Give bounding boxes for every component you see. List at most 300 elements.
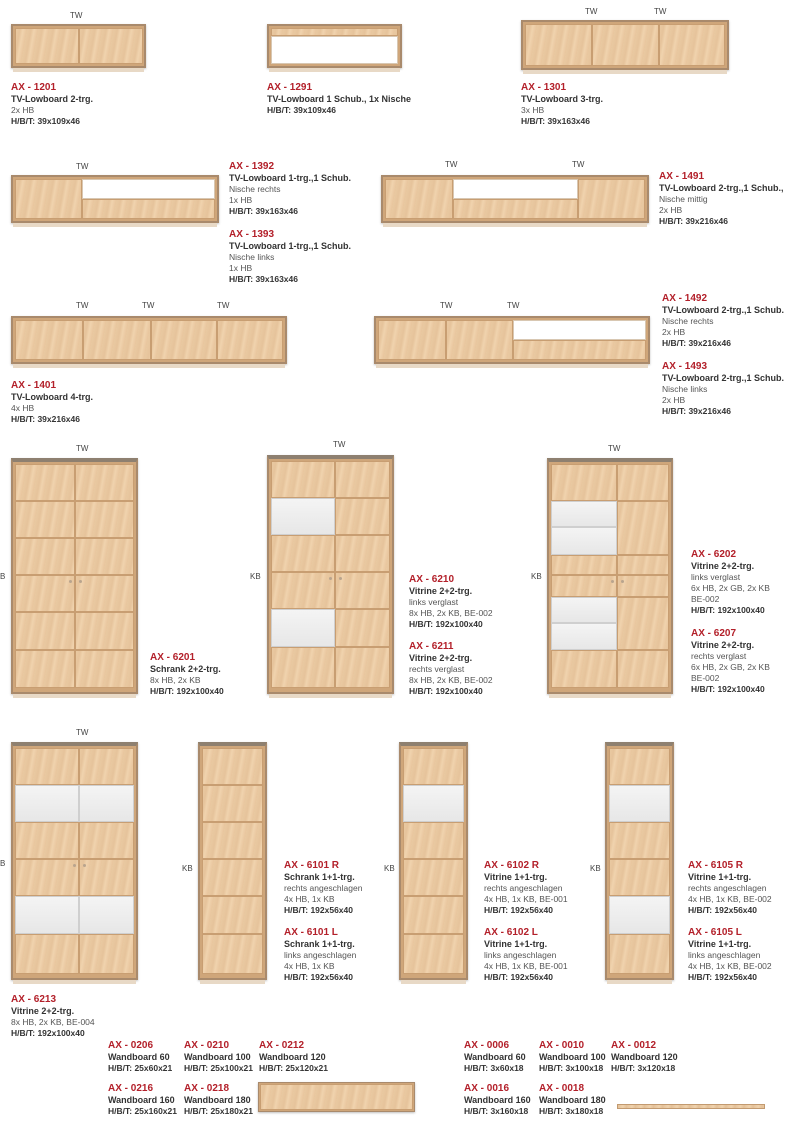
item-name: Schrank 2+2-trg. [150, 664, 221, 674]
item-size: H/B/T: 3x100x18 [539, 1063, 604, 1073]
niche [271, 36, 398, 64]
door-panel [403, 934, 464, 974]
door-panel [79, 748, 134, 785]
item-size: H/B/T: 39x109x46 [11, 116, 80, 126]
item-desc: Nische links [229, 252, 275, 262]
lowboard-1401-drawing [11, 316, 287, 364]
kb-label: KB [531, 572, 542, 581]
item-code: AX - 6201 [150, 652, 196, 663]
door-panel [617, 464, 669, 501]
plinth [549, 694, 671, 698]
item-desc: 6x HB, 2x GB, 2x KB [691, 583, 770, 593]
item-size: H/B/T: 192x56x40 [484, 972, 553, 982]
item-name: TV-Lowboard 4-trg. [11, 392, 93, 402]
item-size: H/B/T: 192x100x40 [691, 684, 765, 694]
item-size: H/B/T: 192x56x40 [284, 905, 353, 915]
b-label: B [0, 572, 6, 581]
item-desc: 2x HB [659, 205, 683, 215]
item-ax-1493 [662, 361, 784, 417]
item-ax-6213 [11, 994, 95, 1039]
item-name: TV-Lowboard 1 Schub., 1x Nische [267, 94, 412, 104]
item-ax-0010 [539, 1040, 606, 1074]
tw-label: TW [76, 444, 89, 453]
item-ax-0012 [611, 1040, 678, 1074]
door-panel [15, 538, 75, 575]
door-panel [15, 748, 79, 785]
plinth [13, 694, 136, 698]
glass-door-panel [79, 896, 134, 934]
drawer-panel [453, 199, 578, 219]
item-desc: rechts angeschlagen [688, 883, 767, 893]
item-size: H/B/T: 192x100x40 [11, 1028, 85, 1038]
door-panel [217, 320, 283, 360]
glass-door-panel [15, 785, 79, 822]
door-panel [378, 320, 446, 360]
door-panel [578, 179, 645, 219]
door-panel [79, 822, 134, 859]
door-panel [202, 859, 263, 896]
door-panel [609, 748, 670, 785]
lowboard-1491-drawing [381, 175, 649, 223]
item-code: AX - 6211 [409, 641, 454, 652]
item-ax-6105r [688, 860, 772, 916]
glass-door-panel [551, 501, 617, 527]
item-code: AX - 0212 [259, 1040, 305, 1051]
item-name: Vitrine 2+2-trg. [409, 586, 473, 596]
tw-label: TW [142, 301, 155, 310]
door-panel [592, 24, 659, 66]
item-ax-6201 [150, 652, 224, 697]
item-desc: Nische links [662, 384, 708, 394]
item-desc: Nische mittig [659, 194, 708, 204]
niche [513, 320, 646, 340]
item-size: H/B/T: 25x160x21 [108, 1106, 177, 1116]
item-name: TV-Lowboard 2-trg. [11, 94, 93, 104]
item-code: AX - 6105 L [688, 927, 742, 938]
door-panel [271, 535, 335, 572]
item-ax-6102l [484, 927, 568, 983]
door-panel [202, 748, 263, 785]
door-panel [271, 572, 335, 609]
knob [79, 580, 82, 583]
door-panel [75, 464, 134, 501]
item-ax-6202 [691, 549, 770, 616]
tw-label: TW [76, 162, 89, 171]
tw-label: TW [585, 7, 598, 16]
door-panel [551, 555, 617, 575]
item-ax-1393 [229, 229, 351, 285]
board-panel [260, 1084, 413, 1110]
item-name: Wandboard 60 [108, 1052, 170, 1062]
item-ax-6211 [409, 641, 493, 697]
item-size: H/B/T: 192x56x40 [484, 905, 553, 915]
wallboard-25-drawing [258, 1082, 415, 1112]
item-name: Wandboard 160 [108, 1095, 175, 1105]
item-size: H/B/T: 39x163x46 [521, 116, 590, 126]
door-panel [75, 575, 134, 612]
item-code: AX - 6202 [691, 549, 737, 560]
item-code: AX - 0010 [539, 1040, 585, 1051]
tw-label: TW [572, 160, 585, 169]
knob [69, 580, 72, 583]
kb-label: KB [590, 864, 601, 873]
item-ax-1392 [229, 161, 351, 217]
item-desc: 1x HB [229, 195, 253, 205]
glass-door-panel [403, 785, 464, 822]
glass-door-panel [271, 609, 335, 647]
item-ax-0210 [184, 1040, 253, 1074]
item-code: AX - 6101 R [284, 860, 340, 871]
item-code: AX - 6207 [691, 628, 737, 639]
plinth [200, 980, 265, 984]
cabinet-6202-drawing [547, 458, 673, 694]
item-size: H/B/T: 39x216x46 [659, 216, 728, 226]
tw-label: TW [507, 301, 520, 310]
item-code: AX - 0210 [184, 1040, 230, 1051]
item-desc: 6x HB, 2x GB, 2x KB [691, 662, 770, 672]
item-ax-0206 [108, 1040, 172, 1074]
item-desc: 4x HB, 1x KB, BE-002 [688, 894, 772, 904]
item-size: H/B/T: 192x56x40 [688, 972, 757, 982]
door-panel [202, 896, 263, 934]
item-name: Vitrine 1+1-trg. [688, 872, 752, 882]
plinth [383, 223, 647, 227]
item-name: Vitrine 2+2-trg. [691, 640, 755, 650]
tw-label: TW [445, 160, 458, 169]
cabinet-6102-drawing [399, 742, 468, 980]
item-code: AX - 0006 [464, 1040, 510, 1051]
lowboard-1291-drawing [267, 24, 402, 68]
door-panel [385, 179, 453, 219]
kb-label: KB [182, 864, 193, 873]
door-panel [15, 28, 79, 64]
item-name: Vitrine 1+1-trg. [484, 939, 548, 949]
door-panel [15, 934, 79, 974]
drawer-panel [271, 28, 398, 36]
item-name: Wandboard 120 [611, 1052, 678, 1062]
item-size: H/B/T: 192x100x40 [691, 605, 765, 615]
cabinet-6105-drawing [605, 742, 674, 980]
cabinet-6213-drawing [11, 742, 138, 980]
item-name: Vitrine 1+1-trg. [688, 939, 752, 949]
item-size: H/B/T: 192x56x40 [284, 972, 353, 982]
tw-label: TW [654, 7, 667, 16]
item-name: Wandboard 100 [539, 1052, 606, 1062]
item-ax-6210 [409, 574, 493, 630]
item-desc: links angeschlagen [688, 950, 761, 960]
lowboard-1301-drawing [521, 20, 729, 70]
lowboard-1492-drawing [374, 316, 650, 364]
drawer-panel [82, 199, 215, 219]
item-name: Wandboard 100 [184, 1052, 251, 1062]
knob [73, 864, 76, 867]
door-panel [15, 650, 75, 688]
door-panel [403, 822, 464, 859]
item-size: H/B/T: 192x100x40 [150, 686, 224, 696]
item-name: Vitrine 2+2-trg. [691, 561, 755, 571]
glass-door-panel [271, 498, 335, 535]
item-size: H/B/T: 3x120x18 [611, 1063, 676, 1073]
item-code: AX - 6101 L [284, 927, 338, 938]
tw-label: TW [608, 444, 621, 453]
door-panel [403, 748, 464, 785]
glass-door-panel [609, 785, 670, 822]
item-code: AX - 6102 L [484, 927, 538, 938]
item-code: AX - 1201 [11, 82, 57, 93]
item-code: AX - 1393 [229, 229, 275, 240]
cabinet-6101-drawing [198, 742, 267, 980]
item-desc: links angeschlagen [484, 950, 557, 960]
plinth [269, 694, 392, 698]
door-panel [609, 822, 670, 859]
item-code: AX - 1392 [229, 161, 275, 172]
item-desc: 4x HB, 1x KB, BE-001 [484, 961, 568, 971]
kb-label: KB [384, 864, 395, 873]
item-desc: 3x HB [521, 105, 545, 115]
item-ax-1291 [267, 82, 411, 116]
item-ax-1301 [521, 82, 603, 127]
item-size: H/B/T: 39x216x46 [662, 406, 731, 416]
plinth [523, 70, 727, 74]
door-panel [525, 24, 592, 66]
tw-label: TW [217, 301, 230, 310]
tw-label: TW [70, 11, 83, 20]
glass-door-panel [609, 896, 670, 934]
plinth [269, 68, 400, 72]
item-desc: 1x HB [229, 263, 253, 273]
item-name: Wandboard 180 [184, 1095, 251, 1105]
door-panel [15, 320, 83, 360]
door-panel [75, 650, 134, 688]
item-ax-6105l [688, 927, 772, 983]
glass-door-panel [551, 623, 617, 650]
item-name: Schrank 1+1-trg. [284, 939, 355, 949]
item-size: H/B/T: 39x163x46 [229, 206, 298, 216]
item-name: Wandboard 160 [464, 1095, 531, 1105]
niche [82, 179, 215, 199]
knob [83, 864, 86, 867]
plinth [13, 223, 217, 227]
item-name: TV-Lowboard 2-trg.,1 Schub. [662, 373, 785, 383]
item-ax-0006 [464, 1040, 526, 1074]
door-panel [271, 647, 335, 688]
item-code: AX - 6105 R [688, 860, 744, 871]
door-panel [202, 785, 263, 822]
item-name: TV-Lowboard 3-trg. [521, 94, 603, 104]
knob [621, 580, 624, 583]
item-desc: 4x HB, 1x KB [284, 894, 335, 904]
door-panel [335, 498, 390, 535]
plinth [376, 364, 648, 368]
item-name: Vitrine 2+2-trg. [11, 1006, 75, 1016]
door-panel [617, 597, 669, 650]
item-name: Schrank 1+1-trg. [284, 872, 355, 882]
door-panel [659, 24, 725, 66]
item-desc: 8x HB, 2x KB, BE-002 [409, 608, 493, 618]
door-panel [83, 320, 151, 360]
door-panel [151, 320, 217, 360]
item-size: H/B/T: 192x100x40 [409, 619, 483, 629]
b-label: B [0, 859, 6, 868]
item-ax-0016 [464, 1083, 531, 1117]
item-ax-1201 [11, 82, 93, 127]
glass-door-panel [79, 785, 134, 822]
door-panel [15, 179, 82, 219]
item-name: TV-Lowboard 2-trg.,1 Schub. [662, 305, 785, 315]
item-code: AX - 1401 [11, 380, 57, 391]
door-panel [271, 461, 335, 498]
knob [329, 577, 332, 580]
door-panel [551, 650, 617, 688]
item-name: Wandboard 120 [259, 1052, 326, 1062]
drawer-panel [513, 340, 646, 360]
item-desc: 2x HB [662, 327, 686, 337]
door-panel [79, 859, 134, 896]
item-size: H/B/T: 39x163x46 [229, 274, 298, 284]
item-desc: links angeschlagen [284, 950, 357, 960]
item-code: AX - 0216 [108, 1083, 154, 1094]
tw-label: TW [333, 440, 346, 449]
item-code: AX - 0206 [108, 1040, 154, 1051]
plinth [401, 980, 466, 984]
niche [453, 179, 578, 199]
item-ax-1401 [11, 380, 93, 425]
plinth [13, 980, 136, 984]
item-desc: links verglast [409, 597, 459, 607]
item-size: H/B/T: 39x216x46 [11, 414, 80, 424]
item-desc: 8x HB, 2x KB, BE-002 [409, 675, 493, 685]
item-name: TV-Lowboard 1-trg.,1 Schub. [229, 173, 352, 183]
item-size: H/B/T: 25x60x21 [108, 1063, 173, 1073]
door-panel [403, 859, 464, 896]
item-code: AX - 1493 [662, 361, 708, 372]
tw-label: TW [76, 301, 89, 310]
item-desc: rechts verglast [409, 664, 465, 674]
item-desc: 8x HB, 2x KB, BE-004 [11, 1017, 95, 1027]
door-panel [609, 859, 670, 896]
item-size: H/B/T: 39x109x46 [267, 105, 336, 115]
item-name: Wandboard 60 [464, 1052, 526, 1062]
door-panel [202, 822, 263, 859]
item-size: H/B/T: 25x100x21 [184, 1063, 253, 1073]
plinth [13, 364, 285, 368]
item-name: TV-Lowboard 2-trg.,1 Schub., [659, 183, 784, 193]
item-code: AX - 6102 R [484, 860, 540, 871]
item-ax-0216 [108, 1083, 177, 1117]
item-ax-0218 [184, 1083, 253, 1117]
cabinet-6201-drawing [11, 458, 138, 694]
item-desc: 4x HB, 1x KB, BE-001 [484, 894, 568, 904]
lowboard-1201-drawing [11, 24, 146, 68]
door-panel [446, 320, 513, 360]
door-panel [335, 461, 390, 498]
item-code: AX - 1492 [662, 293, 708, 304]
tw-label: TW [76, 728, 89, 737]
door-panel [15, 464, 75, 501]
door-panel [79, 28, 143, 64]
cabinet-6210-drawing [267, 455, 394, 694]
kb-label: KB [250, 572, 261, 581]
door-panel [335, 647, 390, 688]
door-panel [15, 501, 75, 538]
item-desc: rechts angeschlagen [484, 883, 563, 893]
item-desc: 2x HB [11, 105, 35, 115]
item-size: H/B/T: 3x60x18 [464, 1063, 524, 1073]
door-panel [79, 934, 134, 974]
door-panel [15, 822, 79, 859]
item-size: H/B/T: 3x180x18 [539, 1106, 604, 1116]
item-code: AX - 0012 [611, 1040, 657, 1051]
item-ax-6102r [484, 860, 568, 916]
item-ax-6101r [284, 860, 362, 916]
door-panel [551, 464, 617, 501]
glass-door-panel [551, 527, 617, 555]
item-size: H/B/T: 192x56x40 [688, 905, 757, 915]
item-ax-6101l [284, 927, 356, 983]
item-desc: rechts verglast [691, 651, 747, 661]
item-ax-1492 [662, 293, 784, 349]
knob [339, 577, 342, 580]
item-name: TV-Lowboard 1-trg.,1 Schub. [229, 241, 352, 251]
item-size: H/B/T: 25x180x21 [184, 1106, 253, 1116]
door-panel [15, 859, 79, 896]
item-code: AX - 6213 [11, 994, 57, 1005]
item-name: Vitrine 1+1-trg. [484, 872, 548, 882]
plinth [13, 68, 144, 72]
item-code: AX - 1491 [659, 171, 705, 182]
door-panel [335, 609, 390, 647]
door-panel [202, 934, 263, 974]
item-code: AX - 1291 [267, 82, 313, 93]
item-code: AX - 1301 [521, 82, 567, 93]
item-desc: rechts angeschlagen [284, 883, 363, 893]
door-panel [551, 575, 617, 597]
item-ax-0212 [259, 1040, 328, 1074]
item-name: Vitrine 2+2-trg. [409, 653, 473, 663]
item-desc: BE-002 [691, 673, 720, 683]
door-panel [75, 501, 134, 538]
plinth [607, 980, 672, 984]
item-size: H/B/T: 39x216x46 [662, 338, 731, 348]
item-ax-1491 [659, 171, 784, 227]
item-desc: 4x HB [11, 403, 35, 413]
item-size: H/B/T: 3x160x18 [464, 1106, 529, 1116]
tw-label: TW [440, 301, 453, 310]
door-panel [403, 896, 464, 934]
door-panel [617, 650, 669, 688]
door-panel [75, 612, 134, 650]
item-size: H/B/T: 192x100x40 [409, 686, 483, 696]
door-panel [335, 572, 390, 609]
item-desc: 2x HB [662, 395, 686, 405]
item-desc: 4x HB, 1x KB, BE-002 [688, 961, 772, 971]
lowboard-1392-drawing [11, 175, 219, 223]
item-desc: Nische rechts [662, 316, 714, 326]
item-code: AX - 0218 [184, 1083, 230, 1094]
glass-door-panel [551, 597, 617, 623]
door-panel [15, 612, 75, 650]
door-panel [15, 575, 75, 612]
door-panel [617, 501, 669, 555]
item-code: AX - 0016 [464, 1083, 510, 1094]
item-ax-0018 [539, 1083, 606, 1117]
item-desc: links verglast [691, 572, 741, 582]
door-panel [609, 934, 670, 974]
item-ax-6207 [691, 628, 770, 695]
knob [611, 580, 614, 583]
item-desc: 4x HB, 1x KB [284, 961, 335, 971]
item-name: Wandboard 180 [539, 1095, 606, 1105]
